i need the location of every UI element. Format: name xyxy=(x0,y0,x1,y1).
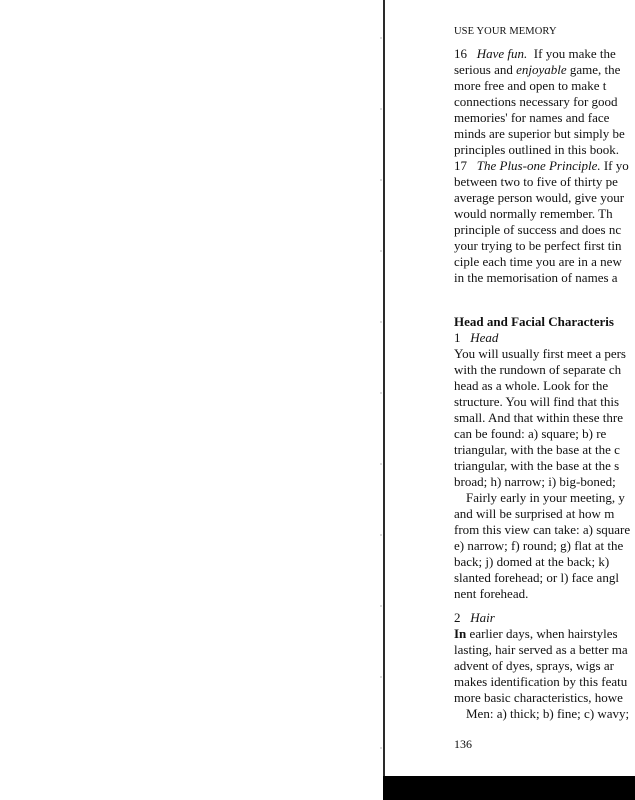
book-gutter xyxy=(383,0,385,776)
text-line: between two to five of thirty pe xyxy=(454,174,618,189)
scan-border-bottom xyxy=(383,776,635,800)
text-line: You will usually first meet a pers xyxy=(454,346,626,361)
text-line: more free and open to make t xyxy=(454,78,607,93)
text-line: principle of success and does nc xyxy=(454,222,622,237)
text-line: back; j) domed at the back; k) xyxy=(454,554,610,569)
subheading: 2 Hair xyxy=(454,610,495,625)
book-page xyxy=(454,24,635,774)
section-heading: Head and Facial Characteris xyxy=(454,314,614,329)
text-line: ciple each time you are in a new xyxy=(454,254,622,269)
text-line: 16 Have fun. If you make the xyxy=(454,46,616,61)
text-line: e) narrow; f) round; g) flat at the xyxy=(454,538,624,553)
running-head: USE YOUR MEMORY xyxy=(454,26,557,37)
text-line: in the memorisation of names a xyxy=(454,270,618,285)
text-line: more basic characteristics, howe xyxy=(454,690,623,705)
text-line: with the rundown of separate ch xyxy=(454,362,622,377)
text-line: In earlier days, when hairstyles xyxy=(454,626,618,641)
text-line: slanted forehead; or l) face angl xyxy=(454,570,619,585)
text-line: triangular, with the base at the c xyxy=(454,442,620,457)
page-number: 136 xyxy=(454,737,472,751)
text-line: 17 The Plus-one Principle. If yo xyxy=(454,158,629,173)
gutter-shadow xyxy=(380,0,382,776)
text-line: advent of dyes, sprays, wigs ar xyxy=(454,658,614,673)
text-line: principles outlined in this book. xyxy=(454,142,620,157)
text-line: and will be surprised at how m xyxy=(454,506,615,521)
text-line: from this view can take: a) square xyxy=(454,522,631,537)
text-line: minds are superior but simply be xyxy=(454,126,625,141)
text-line: small. And that within these thre xyxy=(454,410,623,425)
text-line: can be found: a) square; b) re xyxy=(454,426,607,441)
text-line: would normally remember. Th xyxy=(454,206,613,221)
text-line: serious and enjoyable game, the xyxy=(454,62,621,77)
text-line: nent forehead. xyxy=(454,586,529,601)
text-line: average person would, give your xyxy=(454,190,625,205)
text-line: structure. You will find that this xyxy=(454,394,620,409)
subheading: 1 Head xyxy=(454,330,499,345)
text-line: your trying to be perfect first tin xyxy=(454,238,622,253)
text-line: Men: a) thick; b) fine; c) wavy; xyxy=(466,706,630,721)
text-line: memories' for names and face xyxy=(454,110,610,125)
text-line: triangular, with the base at the s xyxy=(454,458,620,473)
text-line: broad; h) narrow; i) big-boned; xyxy=(454,474,616,489)
text-line: connections necessary for good xyxy=(454,94,618,109)
text-line: Fairly early in your meeting, y xyxy=(466,490,625,505)
text-line: makes identification by this featu xyxy=(454,674,628,689)
text-line: lasting, hair served as a better ma xyxy=(454,642,628,657)
text-line: head as a whole. Look for the xyxy=(454,378,609,393)
